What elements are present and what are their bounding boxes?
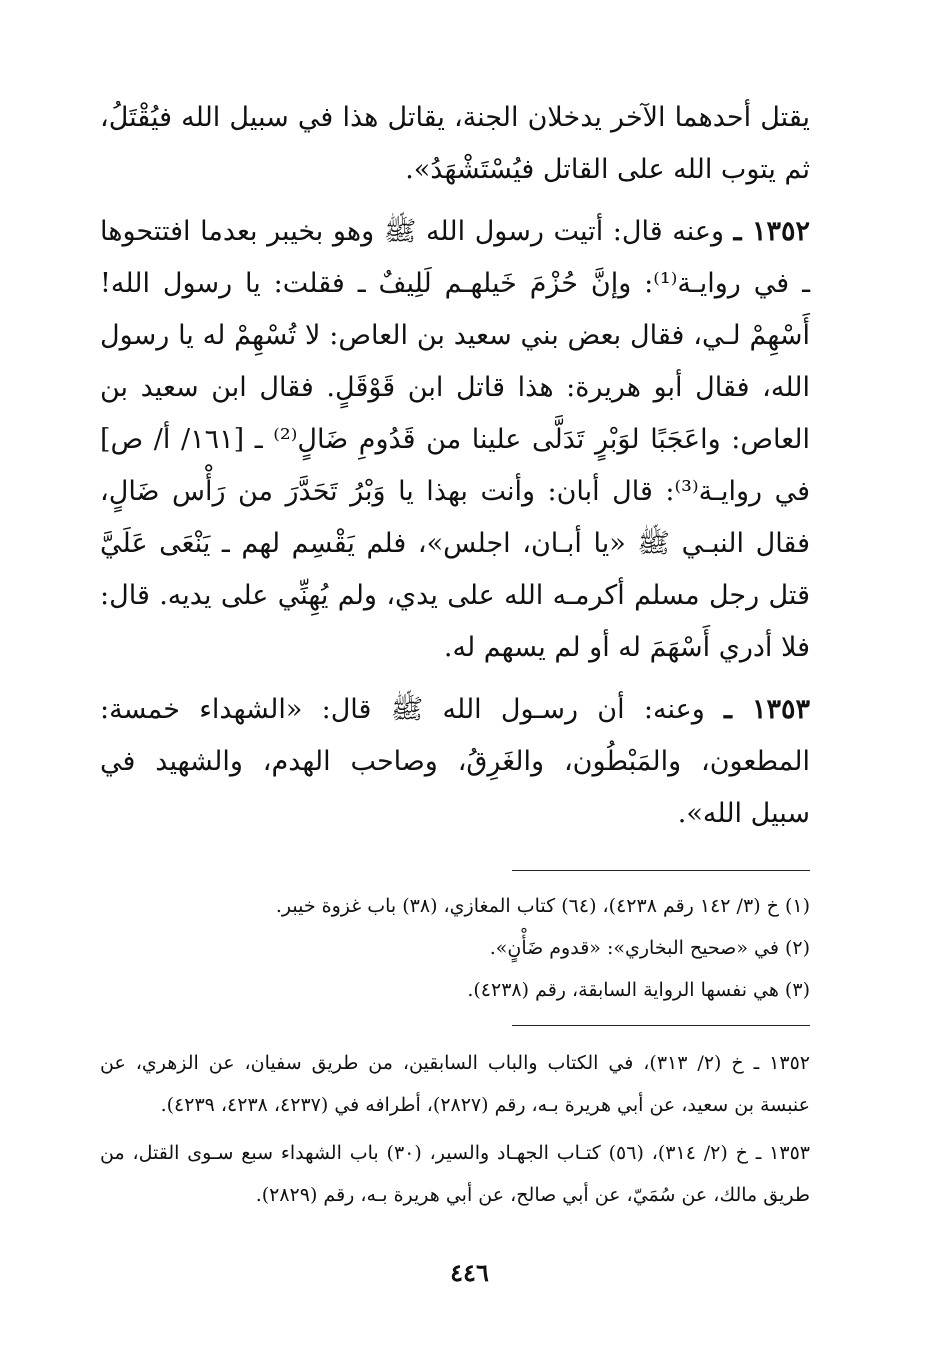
footnotes [100,885,810,1011]
hadith-text: وعنه: أن رسـول الله ﷺ قال: «الشهداء خمسة: المطعون، والمَبْطُون، والغَرِقُ، وصاحب الهدم، والشهيد في سبيل الله». [100,694,810,829]
footnote: (٣) هي نفسها الرواية السابقة، رقم (٤٢٣٨). [467,979,810,1001]
source-entry: ١٣٥٢ ـ خ (٢/ ٣١٣)، في الكتاب والباب السابقين، من طريق سفيان، عن الزهري، عن عنبسة بن سعيد، عن أبي هريرة بـه، رقم (٢٨٢٧)، أطرافه في (٤٢٣٧، ٤٢٣٨، ٤٢٣٩). [100,1052,810,1116]
hadith-1353 [100,684,810,840]
footnote-divider [512,870,810,871]
main-text [100,92,810,840]
book-page [100,92,810,1222]
hadith-number: ١٣٥٣ ـ [724,694,810,725]
footnote: (١) خ (٣/ ١٤٢ رقم ٤٢٣٨)، (٦٤) كتاب المغازي، (٣٨) باب غزوة خيبر. [275,895,810,917]
footnote: (٢) في «صحيح البخاري»: «قدوم ضَأْنٍ». [489,937,810,959]
hadith-1352 [100,206,810,674]
hadith-text: وعنه قال: أتيت رسول الله ﷺ وهو بخيبر بعدما افتتحوها ـ في روايـة⁽¹⁾: وإنَّ حُزْمَ خَيلهـم لَلِيفٌ ـ فقلت: يا رسول الله! أَسْهِمْ لـي، فقال بعض بني سعيد بن العاص: لا تُسْهِمْ له يا رسول الله، فقال أبو هريرة: هذا قاتل ابن قَوْقَلٍ. فقال ابن سعيد بن العاص: واعَجَبًا لوَبْرٍ تَدَلَّى علينا من قَدُومِ ضَالٍ⁽²⁾ ـ [١٦١/ أ/ ص] في روايـة⁽³⁾: قال أبان: وأنت بهذا يا وَبْرُ تَحَدَّرَ من رَأْس ضَالٍ، فقال النبـي ﷺ «يا أبـان، اجلس»، فلم يَقْسِم لهم ـ يَنْعَى عَلَيَّ قتل رجل مسلم أكرمـه الله على يدي، ولم يُهِنِّي على يديه. قال: فلا أدري أَسْهَمَ له أو لم يسهم له. [100,216,810,663]
sources-divider [512,1025,810,1026]
paragraph-continuation: يقتل أحدهما الآخر يدخلان الجنة، يقاتل هذا في سبيل الله فيُقْتَلُ، ثم يتوب الله على القاتل فيُسْتَشْهَدُ». [100,102,810,185]
hadith-number: ١٣٥٢ ـ [733,216,810,247]
page-number: ٤٤٦ [450,1258,489,1287]
source-entry: ١٣٥٣ ـ خ (٢/ ٣١٤)، (٥٦) كتـاب الجهـاد والسير، (٣٠) باب الشهداء سبع سـوى القتل، من طريق مالك، عن سُمَيّ، عن أبي صالح، عن أبي هريرة بـه، رقم (٢٨٢٩). [100,1142,810,1206]
source-references [100,1042,810,1216]
